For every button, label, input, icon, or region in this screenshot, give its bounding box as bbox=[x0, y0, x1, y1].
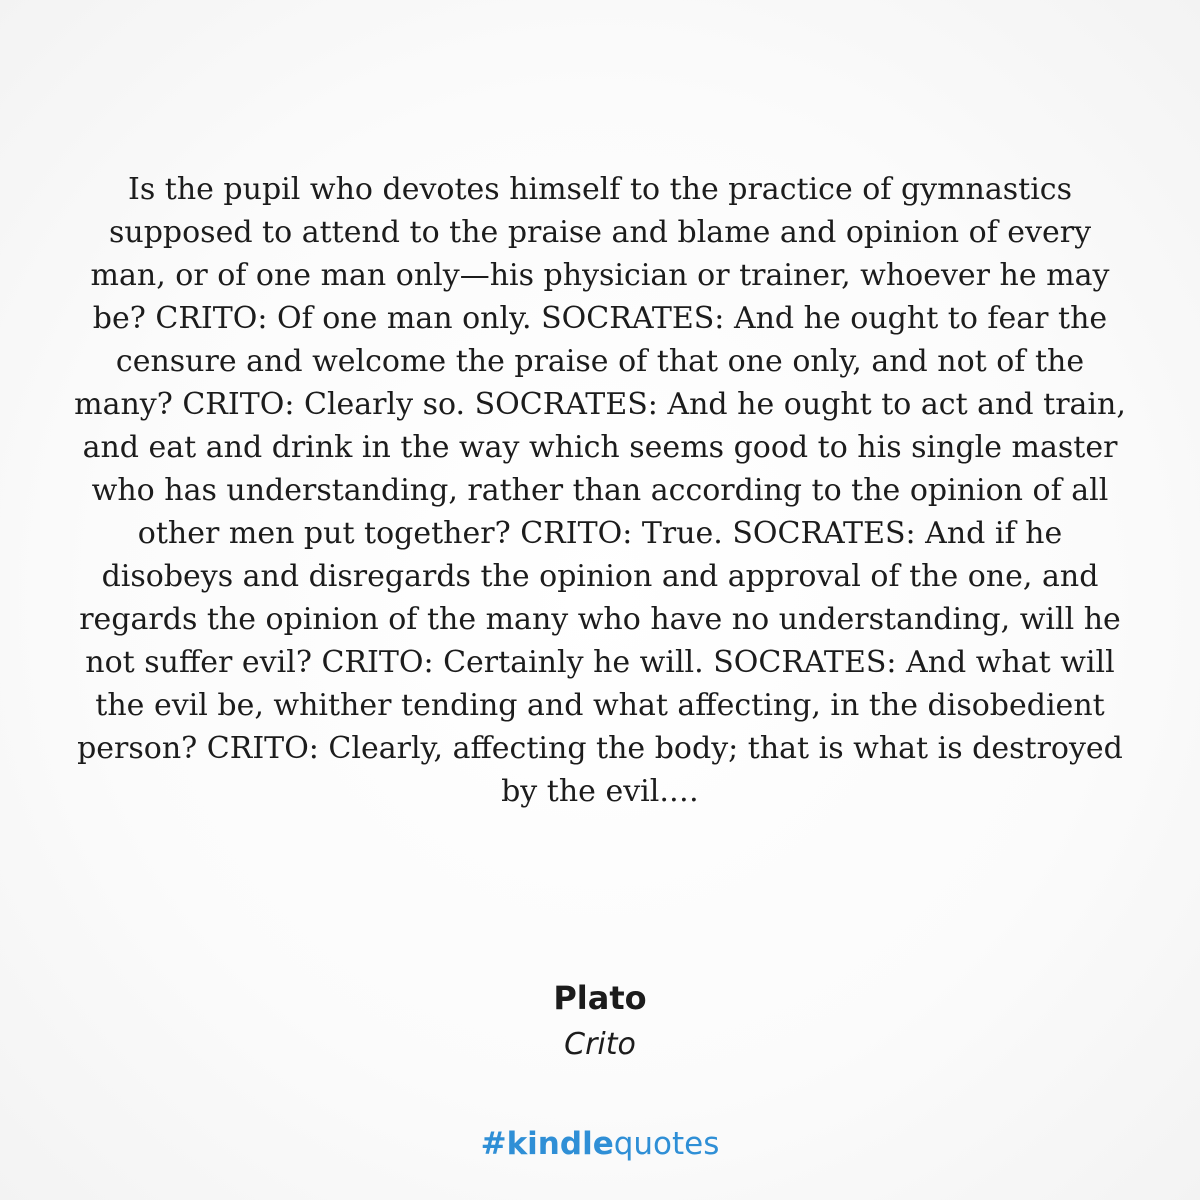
book-title: Crito bbox=[564, 1027, 636, 1062]
author-name: Plato bbox=[553, 979, 647, 1017]
hashtag-bold-part: #kindle bbox=[480, 1126, 614, 1162]
hashtag-light-part: quotes bbox=[613, 1126, 720, 1162]
quote-text: Is the pupil who devotes himself to the practice of gymnastics supposed to attend to the praise and blame and opinion of every man, or of one man only—his physician or trainer, whoever he may be? CRITO: Of one man only. SOCRATES: And he ought to fear the censure and welcome the praise of that one only, and not of the many? CRITO: Clearly so. SOCRATES: And he ought to act and train, and eat and drink in the way which seems good to his single master who has understanding, rather than according to the opinion of all other men put together? CRITO: True. SOCRATES: And if he disobeys and disregards the opinion and approval of the one, and regards the opinion of the many who have no understanding, will he not suffer evil? CRITO: Certainly he will. SOCRATES: And what will the evil be, whither tending and what affecting, in the disobedient person? CRITO: Clearly, affecting the body; that is what is destroyed by the evil.… bbox=[74, 172, 1126, 809]
kindlequotes-hashtag[interactable] bbox=[0, 1122, 1200, 1166]
